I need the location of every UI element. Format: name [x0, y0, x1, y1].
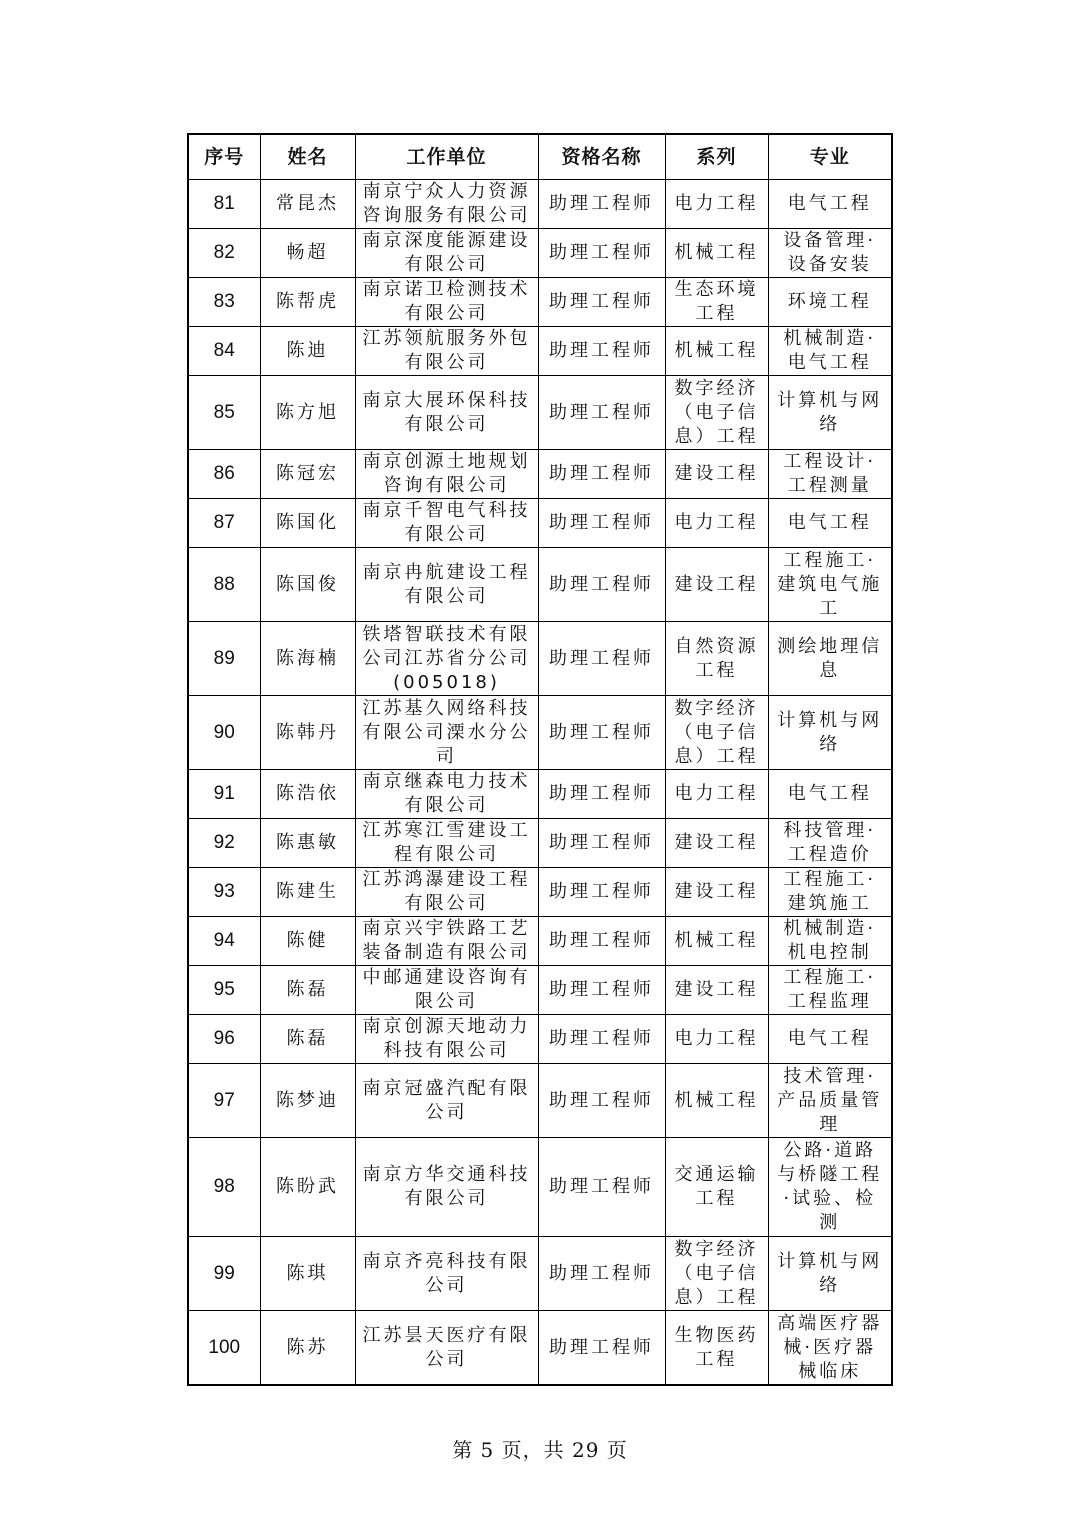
- table-row: [188, 1138, 892, 1237]
- cell-series: 数字经济（电子信息）工程: [665, 696, 768, 770]
- cell-serial: 84: [188, 327, 260, 376]
- cell-work-unit: 南京冠盛汽配有限公司: [355, 1064, 538, 1138]
- cell-major: 电气工程: [768, 770, 892, 819]
- cell-series: 自然资源工程: [665, 622, 768, 696]
- cell-qualification: 助理工程师: [538, 696, 665, 770]
- cell-name: 陈海楠: [260, 622, 355, 696]
- cell-qualification: 助理工程师: [538, 450, 665, 499]
- table-row: [188, 376, 892, 450]
- table-row: [188, 548, 892, 622]
- cell-major: 公路·道路与桥隧工程·试验、检测: [768, 1138, 892, 1237]
- cell-name: 陈健: [260, 917, 355, 966]
- cell-work-unit: 南京诺卫检测技术有限公司: [355, 278, 538, 327]
- cell-work-unit: 南京创源天地动力科技有限公司: [355, 1015, 538, 1064]
- cell-serial: 99: [188, 1237, 260, 1311]
- cell-name: 常昆杰: [260, 180, 355, 229]
- cell-series: 机械工程: [665, 917, 768, 966]
- cell-qualification: 助理工程师: [538, 499, 665, 548]
- table-row: [188, 696, 892, 770]
- cell-qualification: 助理工程师: [538, 1237, 665, 1311]
- cell-major: 环境工程: [768, 278, 892, 327]
- cell-qualification: 助理工程师: [538, 917, 665, 966]
- cell-name: 陈磊: [260, 966, 355, 1015]
- cell-name: 陈迪: [260, 327, 355, 376]
- cell-serial: 92: [188, 819, 260, 868]
- cell-major: 工程设计·工程测量: [768, 450, 892, 499]
- cell-qualification: 助理工程师: [538, 1064, 665, 1138]
- cell-series: 交通运输工程: [665, 1138, 768, 1237]
- cell-major: 技术管理·产品质量管理: [768, 1064, 892, 1138]
- cell-series: 机械工程: [665, 229, 768, 278]
- cell-major: 科技管理·工程造价: [768, 819, 892, 868]
- cell-name: 陈帮虎: [260, 278, 355, 327]
- table-row: [188, 966, 892, 1015]
- header-work-unit: 工作单位: [355, 134, 538, 180]
- cell-serial: 97: [188, 1064, 260, 1138]
- table-row: [188, 868, 892, 917]
- cell-qualification: 助理工程师: [538, 622, 665, 696]
- qualification-table: [187, 133, 893, 1386]
- header-serial: 序号: [188, 134, 260, 180]
- cell-qualification: 助理工程师: [538, 966, 665, 1015]
- cell-qualification: 助理工程师: [538, 1138, 665, 1237]
- cell-major: 高端医疗器械·医疗器械临床: [768, 1311, 892, 1386]
- cell-major: 工程施工·建筑电气施工: [768, 548, 892, 622]
- cell-name: 陈国俊: [260, 548, 355, 622]
- cell-serial: 88: [188, 548, 260, 622]
- cell-major: 计算机与网络: [768, 1237, 892, 1311]
- cell-serial: 89: [188, 622, 260, 696]
- cell-major: 工程施工·工程监理: [768, 966, 892, 1015]
- page-footer: 第 5 页，共 29 页: [452, 1438, 628, 1462]
- cell-series: 生态环境工程: [665, 278, 768, 327]
- cell-name: 陈惠敏: [260, 819, 355, 868]
- cell-qualification: 助理工程师: [538, 229, 665, 278]
- cell-major: 机械制造·机电控制: [768, 917, 892, 966]
- table-row: [188, 1015, 892, 1064]
- cell-work-unit: 南京继森电力技术有限公司: [355, 770, 538, 819]
- cell-series: 建设工程: [665, 819, 768, 868]
- table-row: [188, 1064, 892, 1138]
- table-row: [188, 770, 892, 819]
- cell-series: 建设工程: [665, 450, 768, 499]
- cell-serial: 81: [188, 180, 260, 229]
- header-name: 姓名: [260, 134, 355, 180]
- cell-name: 陈国化: [260, 499, 355, 548]
- cell-name: 陈冠宏: [260, 450, 355, 499]
- cell-work-unit: 南京宁众人力资源咨询服务有限公司: [355, 180, 538, 229]
- cell-name: 陈盼武: [260, 1138, 355, 1237]
- cell-series: 数字经济（电子信息）工程: [665, 376, 768, 450]
- cell-serial: 85: [188, 376, 260, 450]
- table-row: [188, 1237, 892, 1311]
- cell-series: 机械工程: [665, 1064, 768, 1138]
- cell-work-unit: 江苏领航服务外包有限公司: [355, 327, 538, 376]
- cell-work-unit: 江苏昙天医疗有限公司: [355, 1311, 538, 1386]
- table-row: [188, 1311, 892, 1386]
- table-row: [188, 622, 892, 696]
- cell-serial: 82: [188, 229, 260, 278]
- cell-qualification: 助理工程师: [538, 770, 665, 819]
- cell-series: 生物医药工程: [665, 1311, 768, 1386]
- table-row: [188, 327, 892, 376]
- cell-qualification: 助理工程师: [538, 868, 665, 917]
- cell-name: 陈梦迪: [260, 1064, 355, 1138]
- cell-major: 设备管理·设备安装: [768, 229, 892, 278]
- cell-work-unit: 南京创源土地规划咨询有限公司: [355, 450, 538, 499]
- cell-qualification: 助理工程师: [538, 180, 665, 229]
- cell-qualification: 助理工程师: [538, 819, 665, 868]
- cell-name: 陈琪: [260, 1237, 355, 1311]
- cell-name: 陈方旭: [260, 376, 355, 450]
- cell-qualification: 助理工程师: [538, 327, 665, 376]
- cell-work-unit: 铁塔智联技术有限公司江苏省分公司(005018): [355, 622, 538, 696]
- cell-work-unit: 南京千智电气科技有限公司: [355, 499, 538, 548]
- table-row: [188, 499, 892, 548]
- cell-work-unit: 南京齐亮科技有限公司: [355, 1237, 538, 1311]
- cell-serial: 95: [188, 966, 260, 1015]
- cell-serial: 100: [188, 1311, 260, 1386]
- cell-series: 建设工程: [665, 548, 768, 622]
- cell-name: 陈苏: [260, 1311, 355, 1386]
- cell-serial: 91: [188, 770, 260, 819]
- cell-name: 陈磊: [260, 1015, 355, 1064]
- cell-work-unit: 南京深度能源建设有限公司: [355, 229, 538, 278]
- cell-major: 机械制造·电气工程: [768, 327, 892, 376]
- cell-major: 计算机与网络: [768, 376, 892, 450]
- cell-serial: 86: [188, 450, 260, 499]
- header-qualification: 资格名称: [538, 134, 665, 180]
- cell-series: 电力工程: [665, 499, 768, 548]
- table-row: [188, 450, 892, 499]
- table-row: [188, 819, 892, 868]
- header-major: 专业: [768, 134, 892, 180]
- cell-work-unit: 中邮通建设咨询有限公司: [355, 966, 538, 1015]
- cell-major: 工程施工·建筑施工: [768, 868, 892, 917]
- cell-name: 陈韩丹: [260, 696, 355, 770]
- cell-major: 电气工程: [768, 1015, 892, 1064]
- table-row: [188, 229, 892, 278]
- cell-work-unit: 南京兴宇铁路工艺装备制造有限公司: [355, 917, 538, 966]
- cell-work-unit: 南京方华交通科技有限公司: [355, 1138, 538, 1237]
- cell-series: 机械工程: [665, 327, 768, 376]
- cell-work-unit: 江苏鸿瀑建设工程有限公司: [355, 868, 538, 917]
- cell-serial: 87: [188, 499, 260, 548]
- cell-qualification: 助理工程师: [538, 278, 665, 327]
- cell-major: 计算机与网络: [768, 696, 892, 770]
- cell-series: 电力工程: [665, 180, 768, 229]
- cell-major: 测绘地理信息: [768, 622, 892, 696]
- cell-series: 建设工程: [665, 966, 768, 1015]
- cell-work-unit: 江苏基久网络科技有限公司溧水分公司: [355, 696, 538, 770]
- cell-work-unit: 南京冉航建设工程有限公司: [355, 548, 538, 622]
- cell-name: 陈浩依: [260, 770, 355, 819]
- cell-major: 电气工程: [768, 180, 892, 229]
- table-row: [188, 278, 892, 327]
- cell-work-unit: 南京大展环保科技有限公司: [355, 376, 538, 450]
- cell-major: 电气工程: [768, 499, 892, 548]
- table-row: [188, 180, 892, 229]
- cell-qualification: 助理工程师: [538, 548, 665, 622]
- cell-series: 电力工程: [665, 1015, 768, 1064]
- header-series: 系列: [665, 134, 768, 180]
- cell-work-unit: 江苏寒江雪建设工程有限公司: [355, 819, 538, 868]
- cell-name: 畅超: [260, 229, 355, 278]
- cell-qualification: 助理工程师: [538, 1015, 665, 1064]
- cell-serial: 94: [188, 917, 260, 966]
- cell-serial: 93: [188, 868, 260, 917]
- table-header-row: [188, 134, 892, 180]
- cell-name: 陈建生: [260, 868, 355, 917]
- cell-series: 建设工程: [665, 868, 768, 917]
- table-row: [188, 917, 892, 966]
- cell-qualification: 助理工程师: [538, 376, 665, 450]
- cell-series: 电力工程: [665, 770, 768, 819]
- cell-serial: 96: [188, 1015, 260, 1064]
- cell-serial: 83: [188, 278, 260, 327]
- cell-qualification: 助理工程师: [538, 1311, 665, 1386]
- cell-serial: 90: [188, 696, 260, 770]
- cell-series: 数字经济（电子信息）工程: [665, 1237, 768, 1311]
- cell-serial: 98: [188, 1138, 260, 1237]
